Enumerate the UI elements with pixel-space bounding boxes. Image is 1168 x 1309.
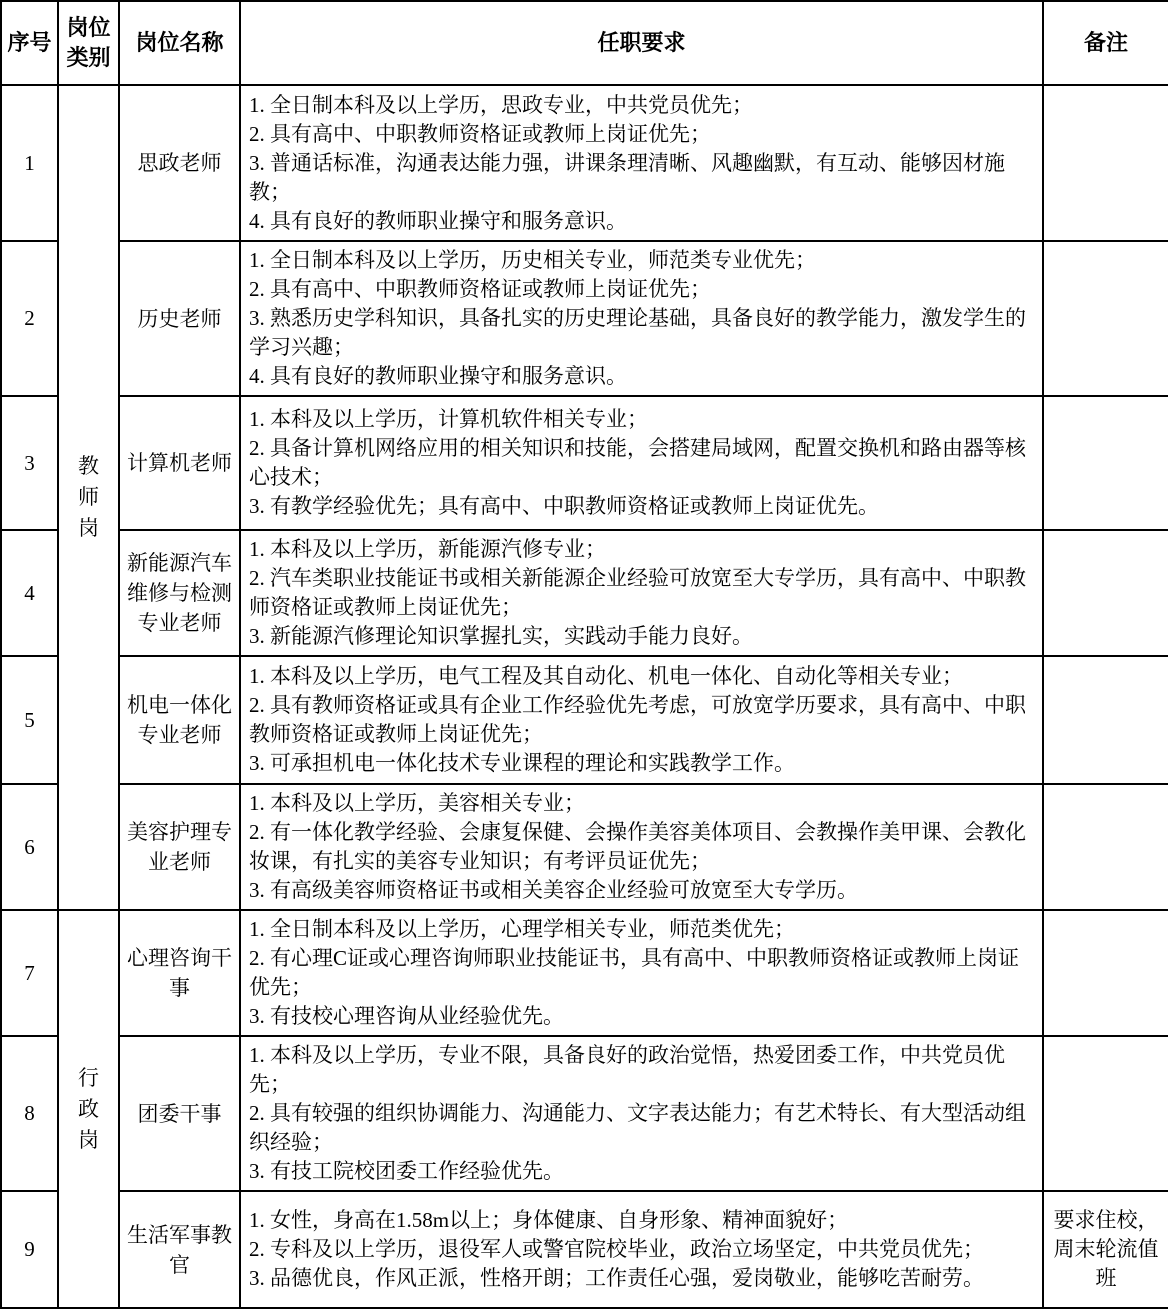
requirements-cell xyxy=(240,396,1043,530)
seq-cell: 1 xyxy=(1,85,58,241)
table-row xyxy=(1,1036,1168,1191)
remark-cell xyxy=(1043,241,1168,396)
position-name-cell: 机电一体化专业老师 xyxy=(119,656,240,784)
seq-cell: 4 xyxy=(1,530,58,656)
req-item: 2. 有一体化教学经验、会康复保健、会操作美容美体项目、会教操作美甲课、会教化妆课，有扎实的美容专业知识；有考评员证优先； xyxy=(249,820,1026,873)
req-item: 2. 具备计算机网络应用的相关知识和技能，会搭建局域网，配置交换机和路由器等核心技术； xyxy=(249,436,1026,489)
req-item: 1. 女性，身高在1.58m以上；身体健康、自身形象、精神面貌好； xyxy=(249,1208,849,1232)
table-row xyxy=(1,656,1168,784)
req-item: 1. 本科及以上学历，专业不限，具备良好的政治觉悟，热爱团委工作，中共党员优先； xyxy=(249,1043,1005,1096)
req-item: 1. 本科及以上学历，新能源汽修专业； xyxy=(249,537,606,561)
remark-cell xyxy=(1043,85,1168,241)
req-item: 3. 新能源汽修理论知识掌握扎实，实践动手能力良好。 xyxy=(249,624,753,648)
req-item: 2. 具有高中、中职教师资格证或教师上岗证优先； xyxy=(249,277,711,301)
position-name-cell: 心理咨询干事 xyxy=(119,910,240,1036)
position-name-cell: 生活军事教官 xyxy=(119,1191,240,1308)
requirements-cell xyxy=(240,530,1043,656)
seq-cell: 2 xyxy=(1,241,58,396)
seq-cell: 7 xyxy=(1,910,58,1036)
seq-cell: 3 xyxy=(1,396,58,530)
requirements-cell xyxy=(240,85,1043,241)
req-item: 2. 有心理C证或心理咨询师职业技能证书，具有高中、中职教师资格证或教师上岗证优先； xyxy=(249,946,1020,999)
category-label: 教师岗 xyxy=(77,454,99,540)
req-item: 2. 具有高中、中职教师资格证或教师上岗证优先； xyxy=(249,121,711,146)
position-name-cell: 计算机老师 xyxy=(119,396,240,530)
remark-cell: 要求住校，周末轮流值班 xyxy=(1043,1191,1168,1308)
req-item: 2. 专科及以上学历，退役军人或警官院校毕业，政治立场坚定，中共党员优先； xyxy=(249,1237,984,1261)
table-row xyxy=(1,1191,1168,1308)
requirements-cell xyxy=(240,1036,1043,1191)
remark-cell xyxy=(1043,396,1168,530)
table-row xyxy=(1,241,1168,396)
table-row xyxy=(1,530,1168,656)
table-row xyxy=(1,85,1168,241)
req-item: 3. 普通话标准，沟通表达能力强，讲课条理清晰、风趣幽默，有互动、能够因材施教； xyxy=(249,150,1005,204)
requirements-cell xyxy=(240,656,1043,784)
category-cell-admin xyxy=(58,910,119,1308)
requirements-cell xyxy=(240,910,1043,1036)
remark-cell xyxy=(1043,784,1168,910)
req-item: 3. 有技校心理咨询从业经验优先。 xyxy=(249,1004,564,1028)
req-item: 1. 本科及以上学历，计算机软件相关专业； xyxy=(249,407,648,431)
remark-cell xyxy=(1043,1036,1168,1191)
table-row xyxy=(1,784,1168,910)
category-cell-teacher xyxy=(58,85,119,910)
category-label: 行政岗 xyxy=(77,1065,99,1152)
seq-cell: 6 xyxy=(1,784,58,910)
position-name-cell: 思政老师 xyxy=(119,85,240,241)
req-item: 1. 全日制本科及以上学历，心理学相关专业，师范类优先； xyxy=(249,917,795,941)
header-row xyxy=(1,1,1168,85)
position-name-cell: 美容护理专业老师 xyxy=(119,784,240,910)
req-item: 3. 可承担机电一体化技术专业课程的理论和实践教学工作。 xyxy=(249,751,795,775)
req-item: 3. 品德优良，作风正派，性格开朗；工作责任心强，爱岗敬业，能够吃苦耐劳。 xyxy=(249,1266,984,1290)
table-row xyxy=(1,910,1168,1036)
table-row xyxy=(1,396,1168,530)
requirements-cell xyxy=(240,241,1043,396)
col-header-seq: 序号 xyxy=(1,1,58,85)
req-item: 3. 熟悉历史学科知识，具备扎实的历史理论基础，具备良好的教学能力，激发学生的学习兴趣； xyxy=(249,306,1026,359)
req-item: 1. 全日制本科及以上学历，历史相关专业，师范类专业优先； xyxy=(249,248,816,272)
col-header-remark: 备注 xyxy=(1043,1,1168,85)
req-item: 2. 具有较强的组织协调能力、沟通能力、文字表达能力；有艺术特长、有大型活动组织经验； xyxy=(249,1101,1026,1154)
req-item: 3. 有技工院校团委工作经验优先。 xyxy=(249,1159,564,1183)
req-item: 4. 具有良好的教师职业操守和服务意识。 xyxy=(249,364,627,388)
position-name-cell: 历史老师 xyxy=(119,241,240,396)
requirements-cell xyxy=(240,1191,1043,1308)
position-name-cell: 团委干事 xyxy=(119,1036,240,1191)
req-item: 3. 有高级美容师资格证书或相关美容企业经验可放宽至大专学历。 xyxy=(249,878,858,902)
remark-cell xyxy=(1043,910,1168,1036)
seq-cell: 5 xyxy=(1,656,58,784)
seq-cell: 9 xyxy=(1,1191,58,1308)
req-item: 3. 有教学经验优先；具有高中、中职教师资格证或教师上岗证优先。 xyxy=(249,494,879,518)
requirements-cell xyxy=(240,784,1043,910)
req-item: 1. 本科及以上学历，美容相关专业； xyxy=(249,791,585,815)
req-item: 1. 本科及以上学历，电气工程及其自动化、机电一体化、自动化等相关专业； xyxy=(249,664,963,688)
req-item: 2. 汽车类职业技能证书或相关新能源企业经验可放宽至大专学历，具有高中、中职教师资格证或教师上岗证优先； xyxy=(249,566,1026,619)
req-item: 2. 具有教师资格证或具有企业工作经验优先考虑，可放宽学历要求，具有高中、中职教师资格证或教师上岗证优先； xyxy=(249,693,1026,746)
req-item: 4. 具有良好的教师职业操守和服务意识。 xyxy=(249,208,627,233)
req-item: 1. 全日制本科及以上学历，思政专业，中共党员优先； xyxy=(249,92,753,117)
position-name-cell: 新能源汽车维修与检测专业老师 xyxy=(119,530,240,656)
col-header-name: 岗位名称 xyxy=(119,1,240,85)
col-header-category: 岗位类别 xyxy=(58,1,119,85)
seq-cell: 8 xyxy=(1,1036,58,1191)
remark-cell xyxy=(1043,656,1168,784)
col-header-requirements: 任职要求 xyxy=(240,1,1043,85)
remark-cell xyxy=(1043,530,1168,656)
